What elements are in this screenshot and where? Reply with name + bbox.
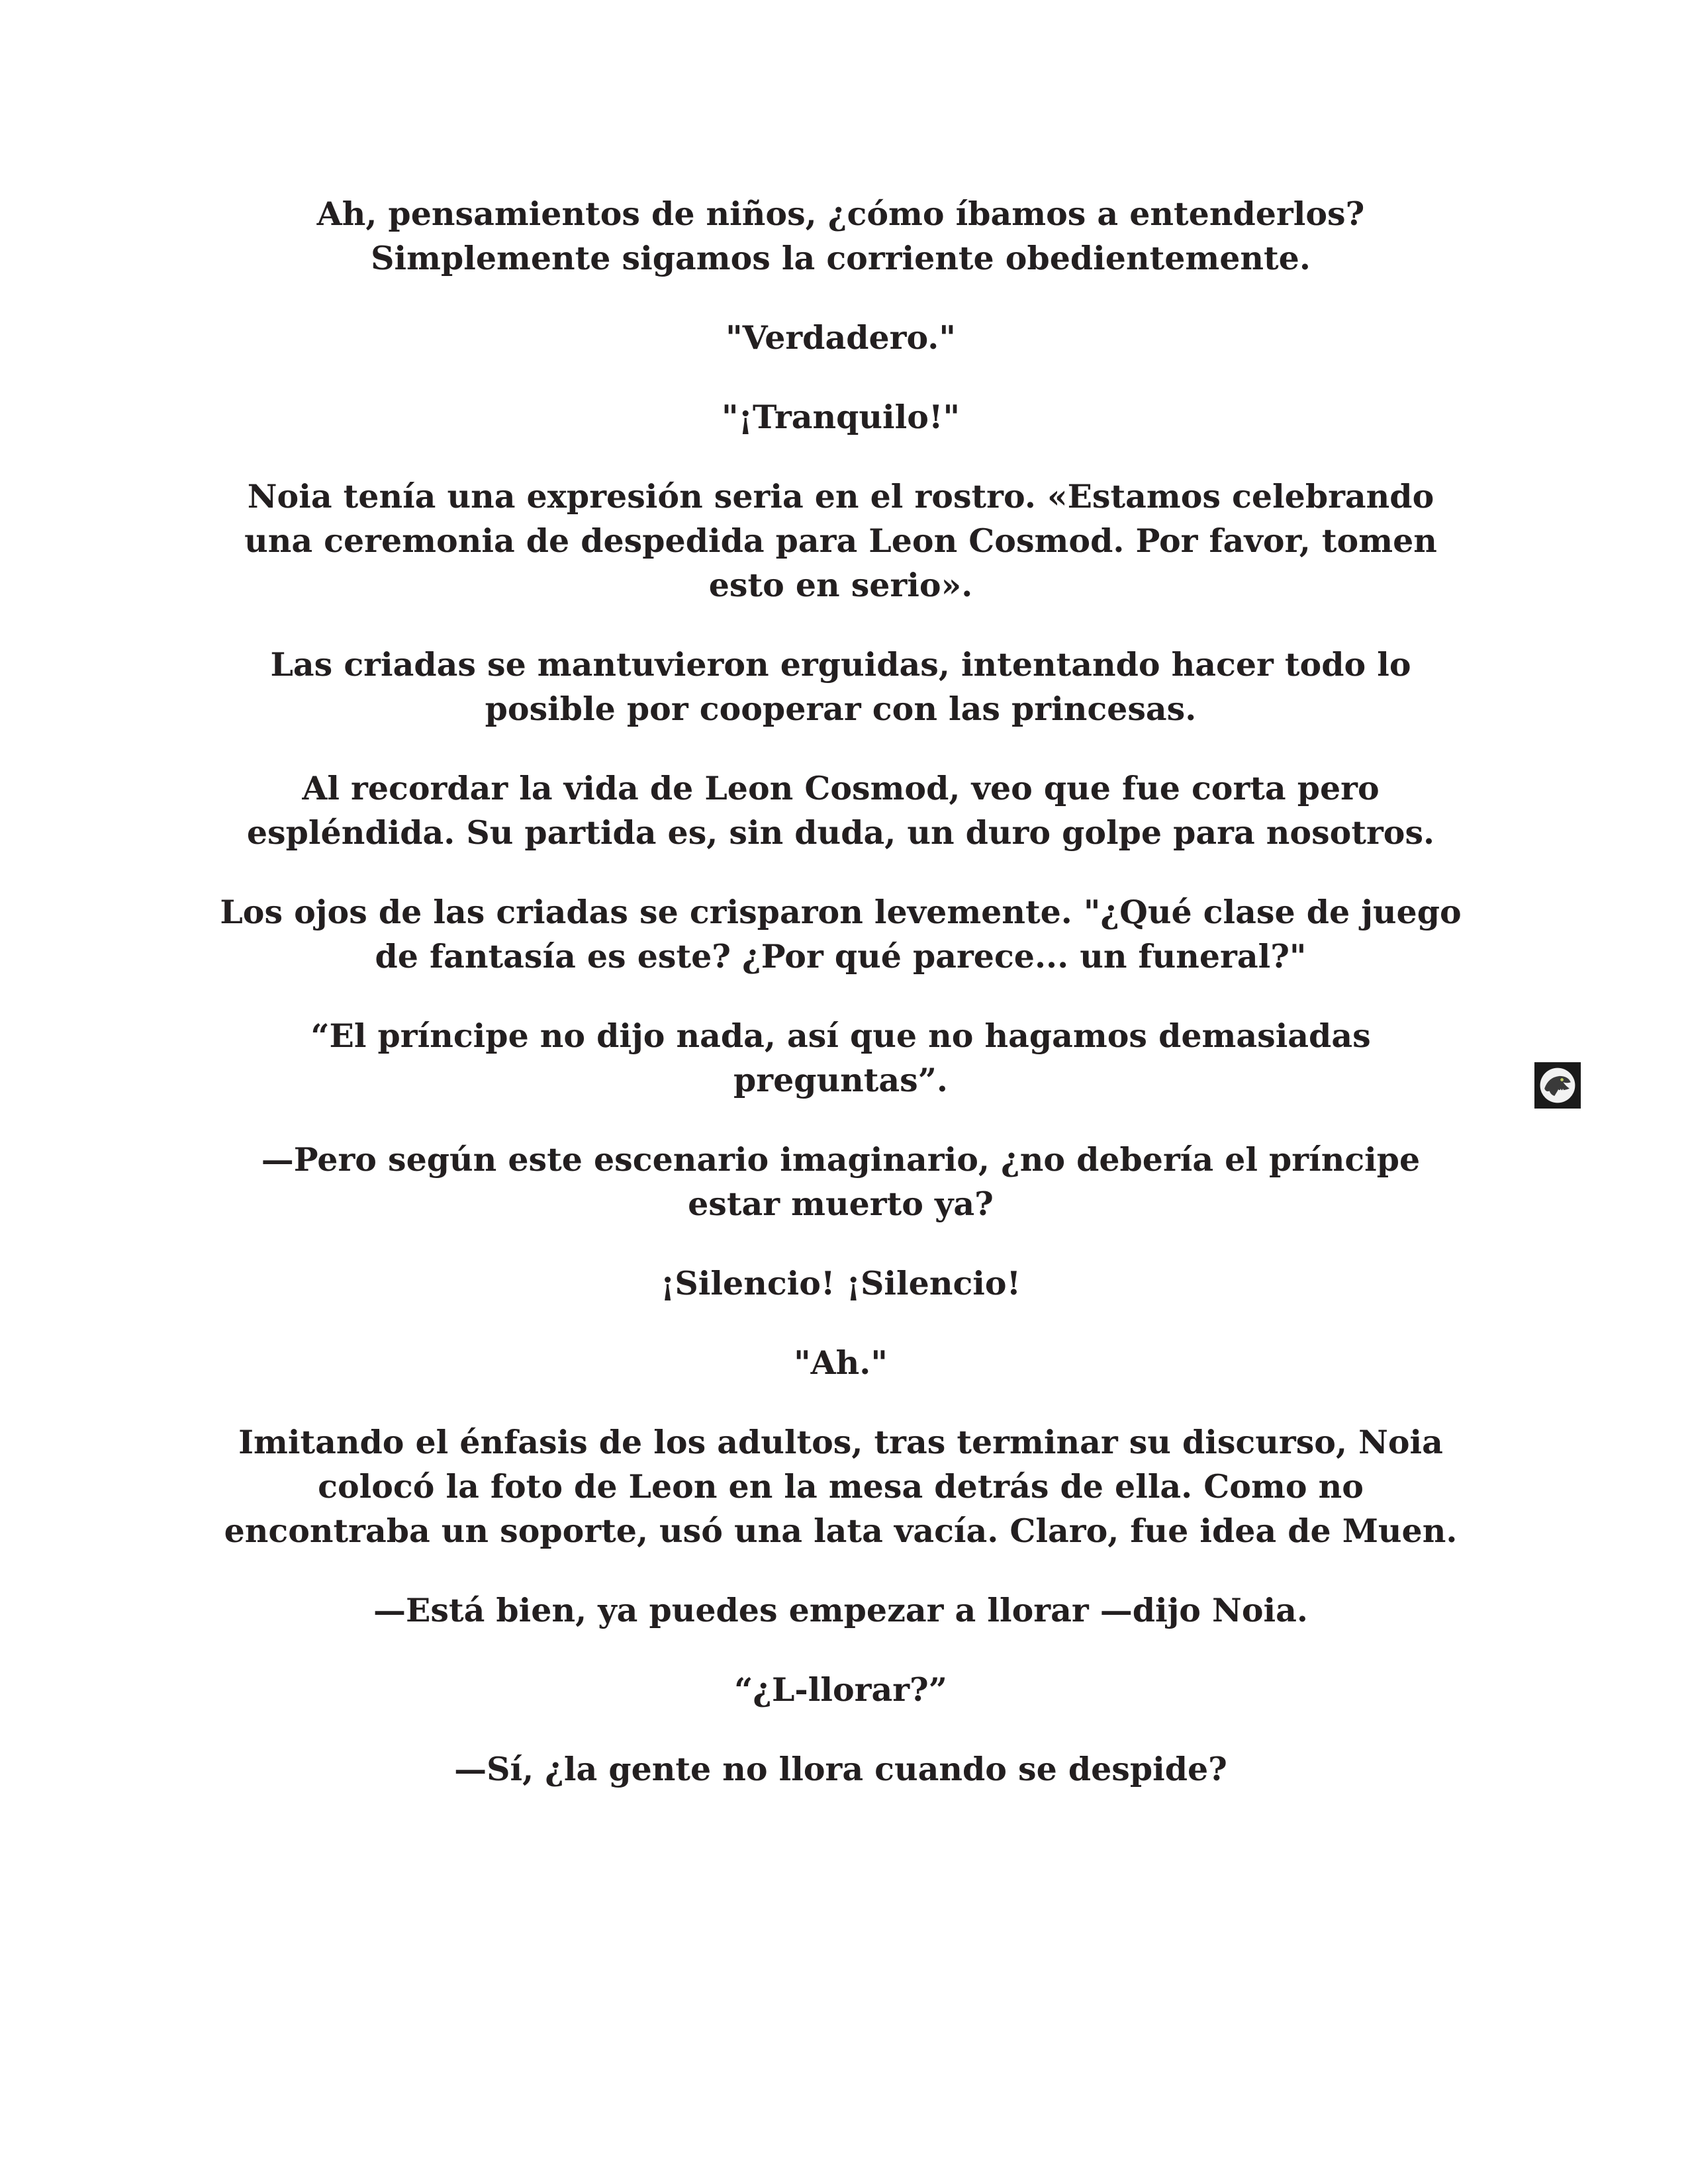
paragraph: Las criadas se mantuvieron erguidas, intentando hacer todo lo posible por cooperar con las princesas. [270,645,1411,728]
paragraph: —Está bien, ya puedes empezar a llorar —dijo Noia. [373,1591,1308,1629]
paragraph: Al recordar la vida de Leon Cosmod, veo que fue corta pero espléndida. Su partida es, sin duda, un duro golpe para nosotros. [246,769,1435,852]
paragraph: Noia tenía una expresión seria en el rostro. «Estamos celebrando una ceremonia de despedida para Leon Cosmod. Por favor, tomen esto en serio». [244,477,1437,604]
story-text [218,192,1463,1827]
paragraph: "Verdadero." [726,318,956,357]
paragraph: —Pero según este escenario imaginario, ¿no debería el príncipe estar muerto ya? [261,1140,1421,1223]
paragraph: "Ah." [794,1343,888,1382]
paragraph: “El príncipe no dijo nada, así que no hagamos demasiadas preguntas”. [310,1017,1371,1099]
paragraph: Ah, pensamientos de niños, ¿cómo íbamos a entenderlos? Simplemente sigamos la corriente obedientemente. [316,195,1365,277]
paragraph: Imitando el énfasis de los adultos, tras terminar su discurso, Noia colocó la foto de Leon en la mesa detrás de ella. Como no encontraba un soporte, usó una lata vacía. Claro, fue idea de Muen. [224,1423,1458,1550]
paragraph: —Sí, ¿la gente no llora cuando se despide? [454,1750,1227,1788]
paragraph: Los ojos de las criadas se crisparon levemente. "¿Qué clase de juego de fantasía es este? ¿Por qué parece... un funeral?" [220,893,1462,976]
dinosaur-head-icon [1534,1062,1581,1109]
paragraph: “¿L-llorar?” [734,1670,947,1709]
paragraph: ¡Silencio! ¡Silencio! [660,1264,1021,1302]
paragraph: "¡Tranquilo!" [722,398,960,436]
